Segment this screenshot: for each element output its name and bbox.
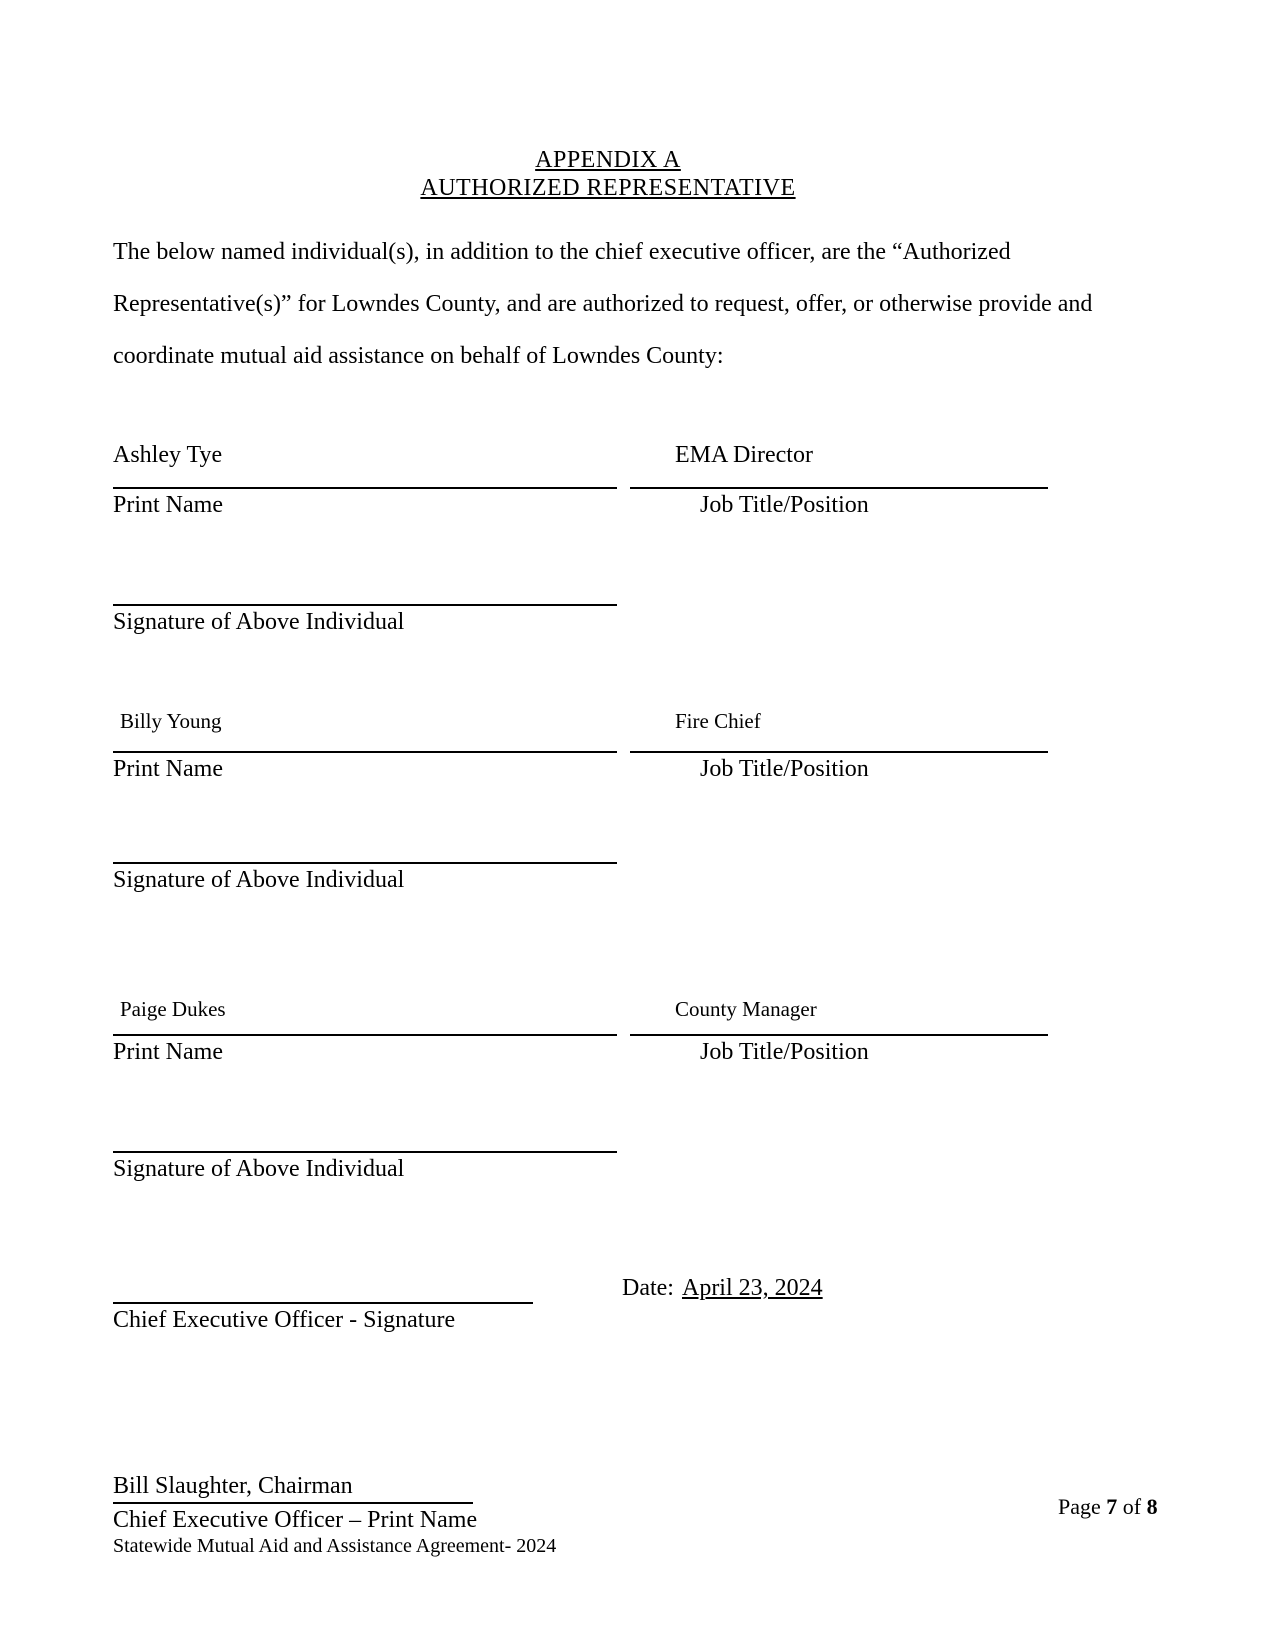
title-line-2: AUTHORIZED REPRESENTATIVE bbox=[420, 175, 796, 201]
rep3-name-line bbox=[113, 1034, 617, 1036]
rep2-signature-label: Signature of Above Individual bbox=[113, 867, 405, 893]
date-label: Date: bbox=[622, 1275, 674, 1301]
rep3-title: County Manager bbox=[675, 997, 817, 1021]
of-label: of bbox=[1122, 1494, 1142, 1519]
rep2-print-name-label: Print Name bbox=[113, 756, 223, 782]
rep3-print-name-label: Print Name bbox=[113, 1039, 223, 1065]
appendix-title bbox=[113, 146, 1103, 202]
page-total: 8 bbox=[1146, 1494, 1158, 1519]
rep2-name-line bbox=[113, 751, 617, 753]
rep1-signature-label: Signature of Above Individual bbox=[113, 609, 405, 635]
page-label: Page bbox=[1058, 1494, 1101, 1519]
page-number-indicator bbox=[1058, 1494, 1158, 1520]
title-line-1: APPENDIX A bbox=[535, 147, 681, 173]
rep1-title: EMA Director bbox=[675, 442, 813, 468]
rep2-job-title-label: Job Title/Position bbox=[700, 756, 869, 782]
rep3-signature-line bbox=[113, 1151, 617, 1153]
rep3-name: Paige Dukes bbox=[120, 997, 226, 1021]
rep2-signature-line bbox=[113, 862, 617, 864]
rep1-job-title-label: Job Title/Position bbox=[700, 492, 869, 518]
rep1-name: Ashley Tye bbox=[113, 442, 223, 468]
rep3-title-line bbox=[630, 1034, 1048, 1036]
rep2-title-line bbox=[630, 751, 1048, 753]
ceo-signature-label: Chief Executive Officer - Signature bbox=[113, 1307, 456, 1333]
rep1-title-line bbox=[630, 487, 1048, 489]
date-row bbox=[622, 1274, 827, 1302]
date-value: April 23, 2024 bbox=[681, 1275, 823, 1301]
ceo-print-name-label: Chief Executive Officer – Print Name bbox=[113, 1507, 478, 1533]
rep1-signature-line bbox=[113, 604, 617, 606]
ceo-print-name-text: Bill Slaughter, Chairman bbox=[113, 1473, 353, 1499]
rep3-job-title-label: Job Title/Position bbox=[700, 1039, 869, 1065]
page-number: 7 bbox=[1106, 1494, 1118, 1519]
ceo-print-name bbox=[113, 1472, 473, 1504]
rep1-print-name-label: Print Name bbox=[113, 492, 223, 518]
footer-document-title: Statewide Mutual Aid and Assistance Agreement- 2024 bbox=[113, 1535, 557, 1557]
ceo-signature-line bbox=[113, 1302, 533, 1304]
rep2-name: Billy Young bbox=[120, 709, 222, 733]
rep1-name-line bbox=[113, 487, 617, 489]
rep2-title: Fire Chief bbox=[675, 709, 761, 733]
rep3-signature-label: Signature of Above Individual bbox=[113, 1156, 405, 1182]
intro-paragraph: The below named individual(s), in addition to the chief executive officer, are the “Authorized Representative(s)” for Lowndes County, and are authorized to request, offer, or otherwise provide and coordinate mutual aid assistance on behalf of Lowndes County: bbox=[113, 239, 1093, 369]
